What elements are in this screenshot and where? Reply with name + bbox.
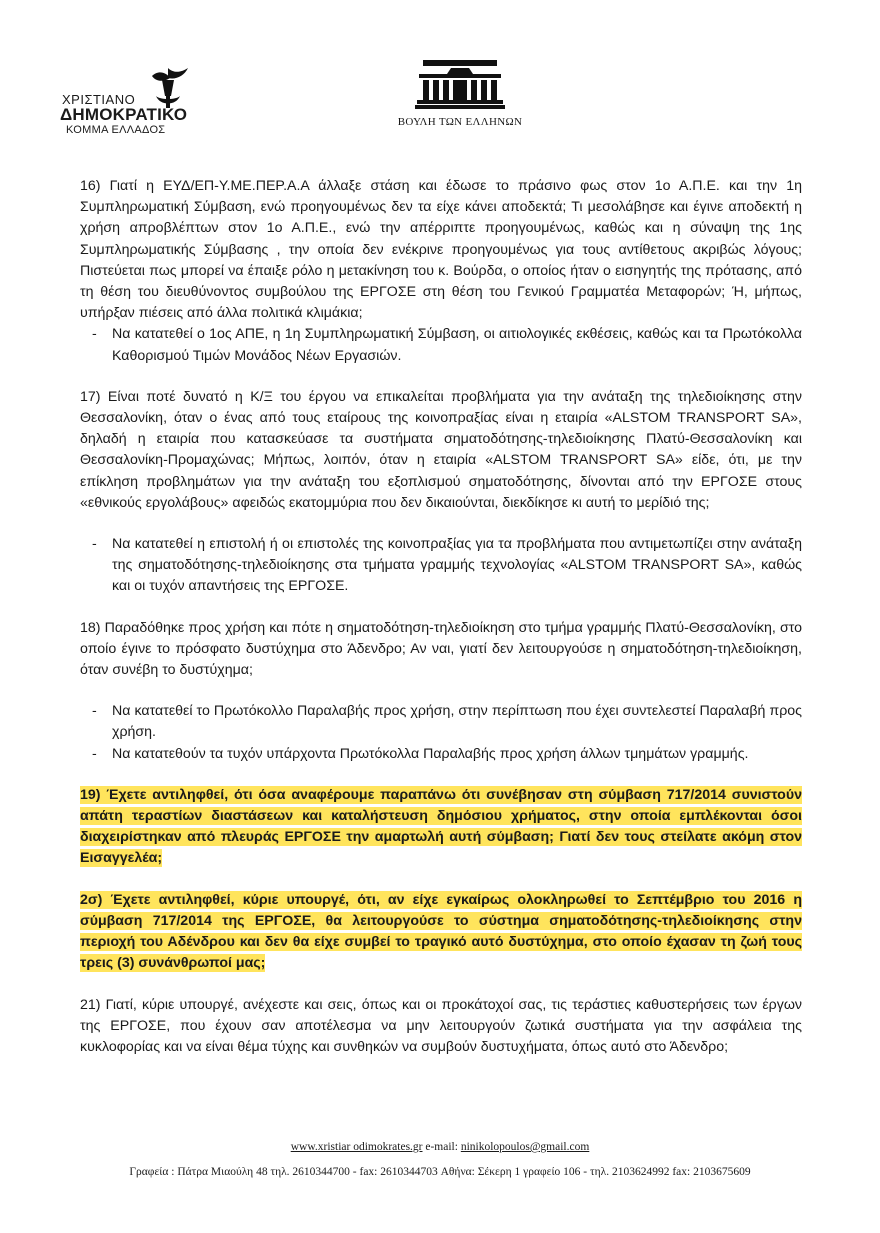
question-18: 18) Παραδόθηκε προς χρήση και πότε η σηματοδότηση-τηλεδιοίκηση στο τμήμα γραμμής Πλατύ-Θεσσαλονίκη, στο οποίο έγινε το πρόσφατο δυστύχημα στο Άδενδρο; Αν ναι, γιατί δεν λειτουργούσε η σηματοδότηση-τηλεδιοίκηση, όταν συνέβη το δυστύχημα; <box>80 619 802 679</box>
party-name-line2: ΔΗΜΟΚΡΑΤΙΚΟ <box>60 105 188 124</box>
request-text: Να κατατεθούν τα τυχόν υπάρχοντα Πρωτόκολλα Παραλαβής προς χρήση άλλων τμημάτων γραμμής. <box>112 745 749 762</box>
question-17: 17) Είναι ποτέ δυνατό η Κ/Ξ του έργου να επικαλείται προβλήματα για την ανάταξη της τηλεδιοίκησης στην Θεσσαλονίκη, όταν ο ένας από τους εταίρους της κοινοπραξίας είναι η εταιρία «ALSTOM TRANSPORT SA», δηλαδή η εταιρία που κατασκεύασε τα συστήματα σηματοδότησης-τηλεδιοίκησης Πλατύ-Θεσσαλονίκη και Θεσσαλονίκη-Προμαχώνας; Μήπως, λοιπόν, όταν η εταιρία «ALSTOM TRANSPORT SA» είδε, ότι, με την επίκληση προβλημάτων για την ανάταξη του εξοπλισμού σηματοδότησης, δίνονται από την ΕΡΓΟΣΕ στους «εθνικούς εργολάβους» αφειδώς εκατομμύρια που δεν δικαιούνται, διεκδίκησε κι αυτή το μερίδιό της; <box>80 388 802 511</box>
party-name-line3: ΚΟΜΜΑ ΕΛΛΑΔΟΣ <box>66 124 166 136</box>
highlighted-text: 2σ) Έχετε αντιληφθεί, κύριε υπουργέ, ότι, αν είχε εγκαίρως ολοκληρωθεί το Σεπτέμβριο του 2016 η σύμβαση 717/2014 της ΕΡΓΟΣΕ, θα λειτουργούσε το σύστημα σηματοδότησης-τηλεδιοίκησης στην περιοχή του Αδένδρου και δεν θα είχε συμβεί το τραγικό αυτό δυστύχημα, στο οποίο έχασαν τη ζωή τους τρεις (3) συνάνθρωποί μας; <box>80 891 802 972</box>
document-body <box>80 176 802 1058</box>
request-text: Να κατατεθεί η επιστολή ή οι επιστολές της κοινοπραξίας για τα προβλήματα που αντιμετωπίζει στην ανάταξη της σηματοδότησης-τηλεδιοίκησης στα τμήματα γραμμής τεχνολογίας «ALSTOM TRANSPORT SA», καθώς και οι τυχόν απαντήσεις της ΕΡΓΟΣΕ. <box>112 536 802 595</box>
footer-offices: Γραφεία : Πάτρα Μιαούλη 48 τηλ. 2610344700 - fax: 2610344703 Αθήνα: Σέκερη 1 γραφείο 106 - τηλ. 2103624992 fax: 2103675609 <box>129 1166 751 1178</box>
question-17-request <box>80 534 802 598</box>
question-18-request-2 <box>80 744 802 765</box>
request-text: Να κατατεθεί το Πρωτόκολλο Παραλαβής προς χρήση, στην περίπτωση που έχει συντελεστεί Παραλαβή προς χρήση. <box>112 703 802 741</box>
request-text: Να κατατεθεί ο 1ος ΑΠΕ, η 1η Συμπληρωματική Σύμβαση, οι αιτιολογικές εκθέσεις, καθώς και τα Πρωτόκολλα Καθορισμού Τιμών Μονάδος Νέων Εργασιών. <box>112 326 802 364</box>
question-21: 21) Γιατί, κύριε υπουργέ, ανέχεστε και σεις, όπως και οι προκάτοχοί σας, τις τεράστιες καθυστερήσεις των έργων της ΕΡΓΟΣΕ, που έχουν σαν αποτέλεσμα να μην λειτουργούν ζωτικά συστήματα για την ασφάλεια της κυκλοφορίας και να είναι θέμα τύχης και συνθηκών να συμβούν δυστυχήματα, όπως αυτό στο Άδενδρο; <box>80 996 802 1055</box>
bullet-dash: - <box>92 745 97 762</box>
parliament-logo <box>380 58 540 140</box>
bullet-dash: - <box>92 703 97 720</box>
email-label: e-mail: <box>425 1141 458 1153</box>
parliament-building-icon <box>415 58 505 110</box>
bullet-dash: - <box>92 326 97 343</box>
party-name-line1: ΧΡΙΣΤΙΑΝΟ <box>62 92 136 107</box>
highlighted-text: 19) Έχετε αντιληφθεί, ότι όσα αναφέρουμε παραπάνω ότι συνέβησαν στη σύμβαση 717/2014 συνιστούν απάτη τεραστίων διαστάσεων και καταλήστευση δημόσιου χρήματος, στην οποία εμπλέκονται όσοι διαχειρίστηκαν από πλευράς ΕΡΓΟΣΕ την αμαρτωλή αυτή σύμβαση; Γιατί δεν τους στείλατε ακόμη στον Εισαγγελέα; <box>80 786 802 867</box>
email-link[interactable]: ninikolopoulos@gmail.com <box>460 1141 590 1153</box>
question-19 <box>80 785 802 870</box>
party-logo <box>60 66 210 136</box>
torch-logo-icon <box>138 66 198 110</box>
question-16-request <box>80 324 802 366</box>
website-link[interactable]: www.xristiar odimokrates.gr <box>290 1141 423 1153</box>
question-16: 16) Γιατί η ΕΥΔ/ΕΠ-Υ.ΜΕ.ΠΕΡ.Α.Α άλλαξε στάση και έδωσε το πράσινο φως στον 1ο Α.Π.Ε. και την 1η Συμπληρωματική Σύμβαση, ενώ προηγουμένως δεν τα είχε κάνει αποδεκτά; Τι μεσολάβησε και έγινε αποδεκτή η χρήση απροβλέπτων στον 1ο Α.Π.Ε., ενώ την απέρριπτε προηγουμένως, καθώς και η σύναψη της 1ης Συμπληρωματικής Σύμβασης , την οποία δεν ενέκρινε προηγουμένως για τους αντίθετους ακριβώς λόγους; Πιστεύεται πως μπορεί να έπαιξε ρόλο η μετακίνηση του κ. Βούρδα, ο οποίος ήταν ο εισηγητής της πρότασης, από τη θέση του διευθύνοντος συμβούλου της ΕΡΓΟΣΕ στη θέση του Γενικού Γραμματέα Μεταφορών; Ή, μήπως, υπήρξαν πιέσεις από άλλα πολιτικά κλιμάκια; <box>80 178 802 322</box>
footer-contact <box>0 1141 880 1153</box>
question-18-request-1 <box>80 701 802 743</box>
bullet-dash: - <box>92 536 97 553</box>
parliament-caption: ΒΟΥΛΗ ΤΩΝ ΕΛΛΗΝΩΝ <box>397 116 523 128</box>
question-20 <box>80 890 802 975</box>
